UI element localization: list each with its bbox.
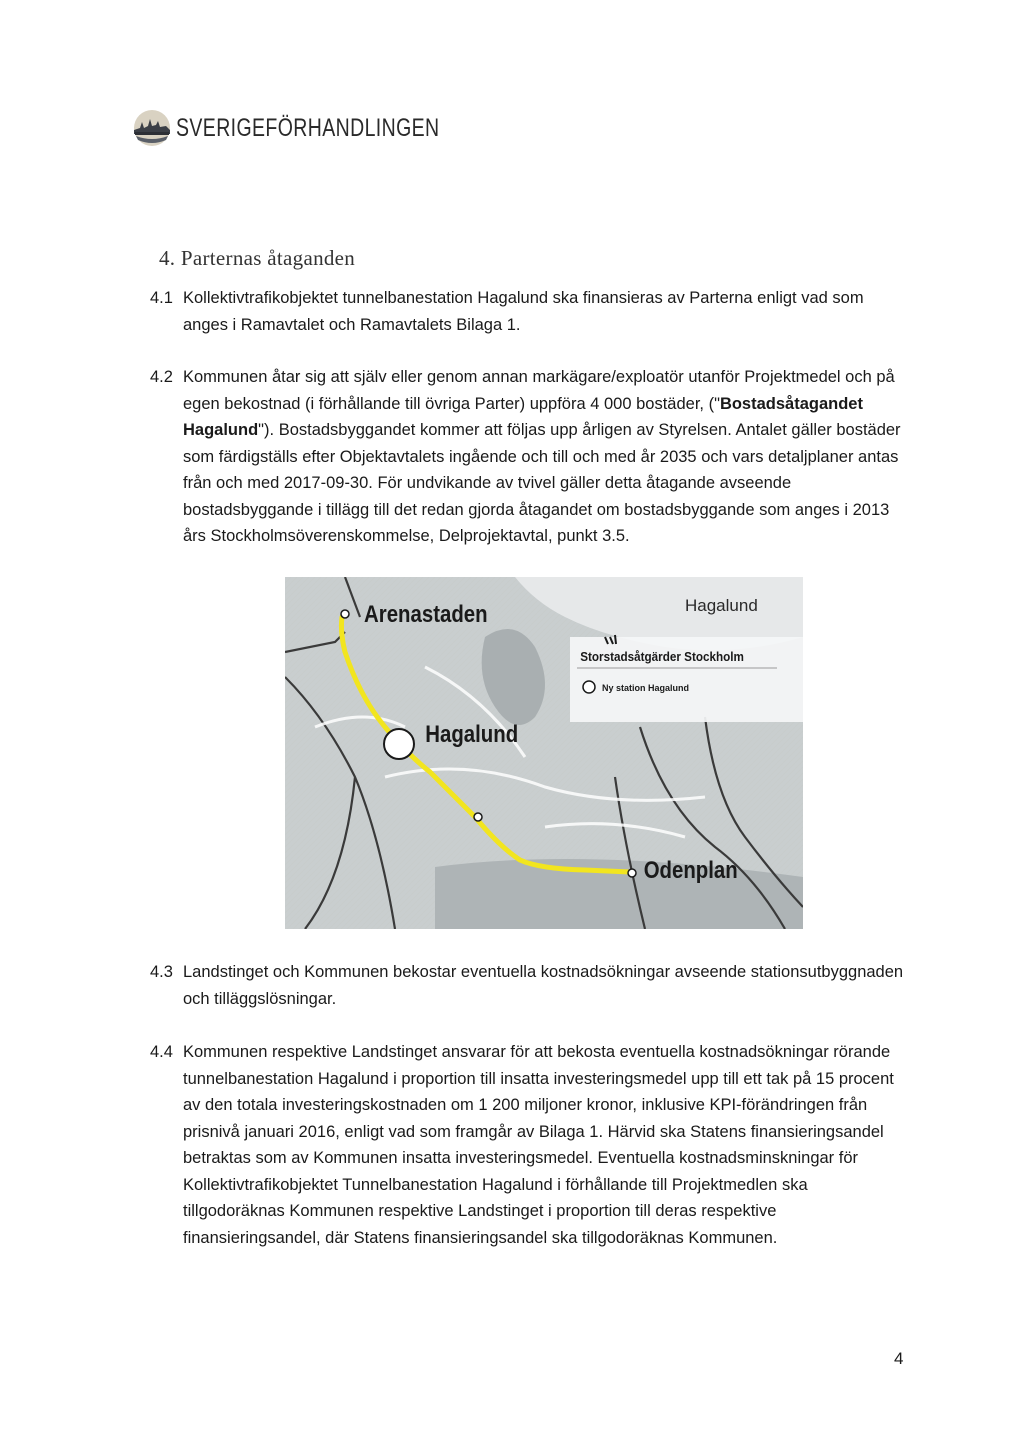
legend-station-icon	[583, 681, 595, 693]
label-hagalund-station: Hagalund	[425, 720, 519, 748]
paragraph-4-1	[150, 285, 910, 338]
paragraph-text-after: "). Bostadsbyggandet kommer att följas upp årligen av Styrelsen. Antalet gäller bostäder som färdigställs efter Objektavtalets ingående och till och med år 2035 och vars detaljplaner antas från och med 2017-09-30. För undvikande av tvivel gäller detta åtagande avseende bostadsbyggande i tillägg till det redan gjorda åtagandet om bostadsbyggande som anges i 2013 års Stockholmsöverenskommelse, Delprojektavtal, punkt 3.5.	[183, 421, 901, 545]
label-arenastaden: Arenastaden	[364, 600, 488, 628]
label-hagalund-corner: Hagalund	[685, 596, 758, 615]
paragraph-4-3	[150, 959, 910, 1012]
paragraph-text	[183, 364, 910, 550]
route-map	[285, 577, 803, 929]
paragraph-text: Landstinget och Kommunen bekostar eventuella kostnadsökningar avseende stationsutbyggnaden och tilläggslösningar.	[183, 963, 904, 1008]
label-odenplan: Odenplan	[643, 856, 738, 884]
legend-item: Ny station Hagalund	[602, 683, 690, 693]
paragraph-number: 4.3	[150, 963, 173, 981]
paragraph-number: 4.4	[150, 1043, 173, 1061]
defined-term: Bostadsåtagandet Hagalund	[183, 394, 863, 439]
paragraph-4-2	[150, 364, 910, 550]
paragraph-4-4	[150, 1039, 910, 1251]
paragraph-text-before: Kommunen åtar sig att själv eller genom annan markägare/exploatör utanför Projektmedel och på egen bekostnad (i förhållande till övriga Parter) uppföra 4 000 bostäder, ("	[183, 368, 895, 413]
section-title: 4. Parternas åtaganden	[159, 246, 356, 270]
paragraph-number: 4.2	[150, 368, 173, 386]
station-marker-arenastaden	[341, 610, 349, 618]
brand-name: SVERIGEFÖRHANDLINGEN	[176, 113, 440, 142]
paragraph-number: 4.1	[150, 289, 173, 307]
paragraph-text: Kollektivtrafikobjektet tunnelbanestation Hagalund ska finansieras av Parterna enligt vad som anges i Ramavtalet och Ramavtalets Bilaga 1.	[183, 289, 864, 334]
page-header	[132, 108, 514, 148]
station-marker-intermediate	[474, 813, 482, 821]
station-marker-hagalund	[384, 729, 414, 759]
legend-title: Storstadsåtgärder Stockholm	[580, 649, 744, 665]
paragraph-text: Kommunen respektive Landstinget ansvarar för att bekosta eventuella kostnadsökningar rörande tunnelbanestation Hagalund i proportion till insatta investeringsmedel upp till ett tak på 15 procent av den totala investeringskostnaden om 1 200 miljoner kronor, inklusive KPI-förändringen från prisnivå januari 2016, enligt vad som framgår av Bilaga 1. Härvid ska Statens finansieringsandel betraktas som av Kommunen insatta investeringsmedel. Eventuella kostnadsminskningar för Kollektivtrafikobjektet Tunnelbanestation Hagalund i förhållande till Projektmedlen ska tillgodoräknas Kommunen respektive Landstinget i proportion till deras respektive finansieringsandel, där Statens finansieringsandel ska tillgodoräknas Kommunen.	[183, 1043, 894, 1247]
sverigeforhandlingen-logo-icon	[132, 108, 172, 148]
station-marker-odenplan	[628, 869, 636, 877]
page-number: 4	[894, 1349, 904, 1368]
